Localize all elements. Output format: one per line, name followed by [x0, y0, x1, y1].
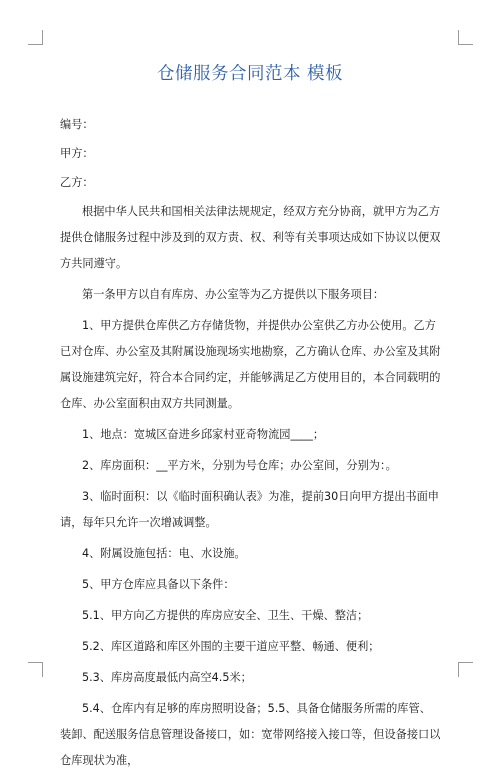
document-body — [60, 112, 442, 774]
condition-5-3: 5.3、库房高度最低内高空4.5米； — [82, 671, 252, 684]
item-facilities: 4、附属设施包括：电、水设施。 — [82, 547, 246, 560]
field-number: 编号： — [60, 118, 94, 131]
condition-5-1: 5.1、甲方向乙方提供的库房应安全、卫生、干燥、整洁； — [82, 609, 369, 622]
field-party-b: 乙方： — [60, 176, 94, 189]
crop-mark-bottom-right — [458, 662, 473, 677]
crop-mark-bottom-left — [28, 662, 43, 677]
item-temporary-area: 3、临时面积：以《临时面积确认表》为准，提前30日向甲方提出书面申请，每年只允许一次增减调整。 — [60, 490, 439, 529]
crop-mark-top-right — [458, 30, 473, 45]
document-title: 仓储服务合同范本 模板 — [156, 64, 344, 84]
condition-5-4-5-5: 5.4、仓库内有足够的库房照明设备；5.5、具备仓储服务所需的库管、装卸、配送服务信息管理设备接口，如：宽带网络接入接口等，但设备接口以仓库现状为准， — [60, 702, 441, 767]
conditions-heading: 5、甲方仓库应具备以下条件： — [82, 578, 235, 591]
preamble-paragraph: 根据中华人民共和国相关法律法规规定，经双方充分协商，就甲方为乙方提供仓储服务过程中涉及到的双方责、权、利等有关事项达成如下协议以便双方共同遵守。 — [60, 205, 441, 270]
item-location: 1、地点：宽城区奋进乡邱家村亚奇物流园____； — [82, 428, 325, 441]
article-1-heading: 第一条甲方以自有库房、办公室等为乙方提供以下服务项目： — [82, 288, 385, 301]
article-1-item-1: 1、甲方提供仓库供乙方存储货物，并提供办公室供乙方办公使用。乙方已对仓库、办公室及其附属设施现场实地勘察，乙方确认仓库、办公室及其附属设施建筑完好，符合本合同约定，并能够满足乙方使用目的，本合同载明的仓库、办公室面积由双方共同测量。 — [60, 319, 441, 410]
field-party-a: 甲方： — [60, 147, 94, 160]
item-warehouse-area: 2、库房面积：__平方米，分别为号仓库；办公室间，分别为：。 — [82, 459, 397, 472]
condition-5-2: 5.2、库区道路和库区外围的主要干道应平整、畅通、便利； — [82, 640, 380, 653]
crop-mark-top-left — [28, 30, 43, 45]
